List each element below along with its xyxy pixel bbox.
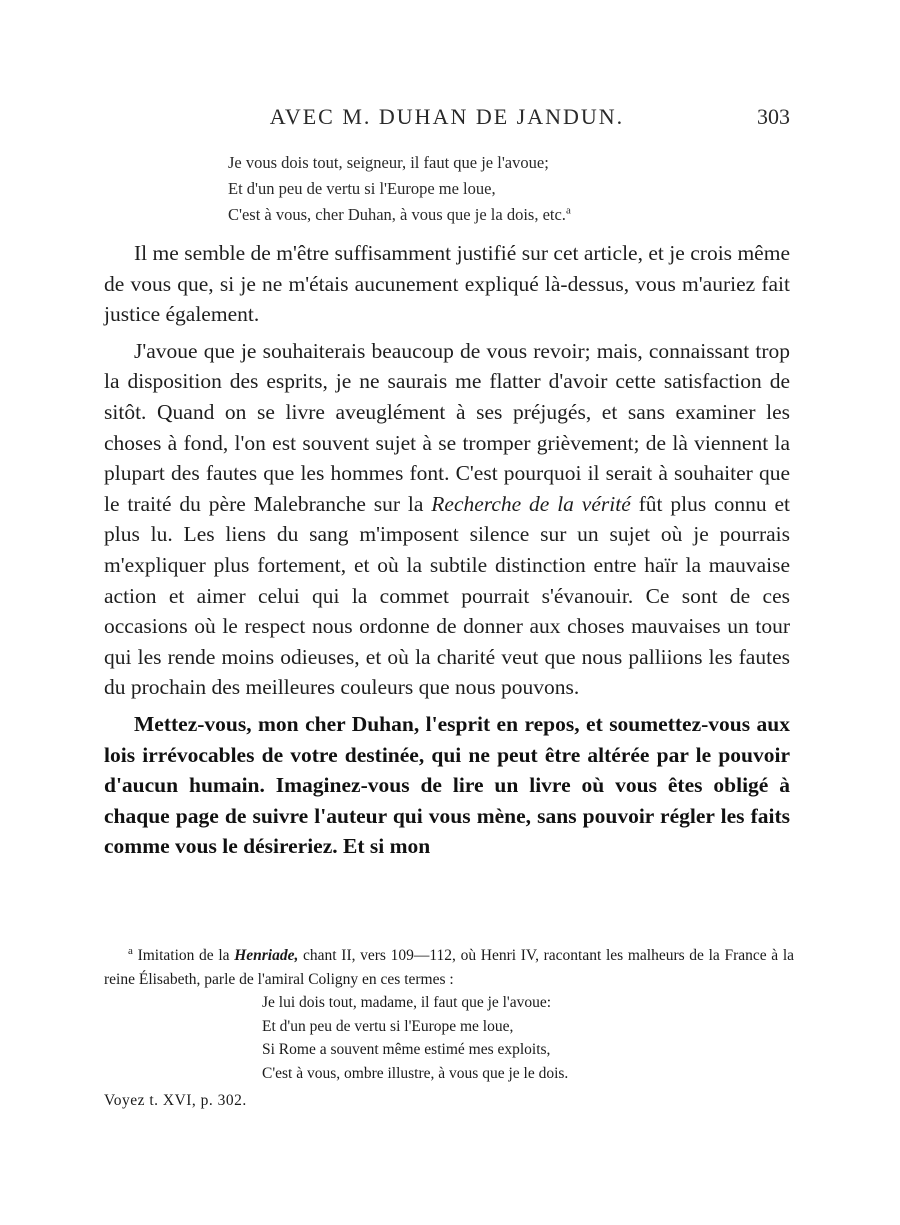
body-text (104, 238, 790, 868)
quoted-verse (228, 150, 788, 228)
footnote-marker: a (128, 944, 133, 957)
footnote-reference: Voyez t. XVI, p. 302. (104, 1092, 247, 1109)
verse-line: Je vous dois tout, seigneur, il faut que je l'avoue; (228, 153, 549, 172)
paragraph-text: fût plus connu et plus lu. Les liens du sang m'imposent silence sur un sujet où je pourrais m'expliquer plus fortement, et où la subtile distinction entre haïr la mauvaise action et aimer celui qui la commet pourrait s'évanouir. Ce sont de ces occasions où le respect nous ordonne de donner aux choses mauvaises un tour qui les rende moins odieuses, et où la charité veut que nous palliions les fautes du prochain des meilleures couleurs que nous pouvons. (104, 491, 791, 700)
footnote-verse-line: Si Rome a souvent même estimé mes exploits, (262, 1041, 551, 1058)
footnote-verse (104, 991, 794, 1085)
footnote-text (104, 944, 794, 991)
footnote-verse-line: Je lui dois tout, madame, il faut que je l'avoue: (262, 994, 552, 1011)
running-title: AVEC M. DUHAN DE JANDUN. (269, 104, 625, 129)
verse-line-last (228, 202, 788, 228)
footnote-marker: a (565, 204, 571, 217)
paragraph: Il me semble de m'être suffisamment justifié sur cet article, et je crois même de vous que, si je ne m'étais aucunement expliqué là-dessus, vous m'auriez fait justice également. (104, 241, 790, 327)
footnote-text-part: chant II, vers 109—112, où Henri IV, racontant les malheurs de la France à la reine Élisabeth, parle de l'amiral Coligny en ces termes : (104, 947, 795, 988)
footnotes (104, 944, 794, 1113)
verse-line-text: C'est à vous, cher Duhan, à vous que je la dois, etc. (228, 205, 566, 224)
page-header (104, 104, 790, 136)
verse-line: Et d'un peu de vertu si l'Europe me loue, (228, 179, 496, 198)
footnote-verse-line: Et d'un peu de vertu si l'Europe me loue, (262, 1017, 514, 1035)
paragraph (104, 336, 790, 703)
paragraph: Mettez-vous, mon cher Duhan, l'esprit en repos, et soumettez-vous aux lois irrévocables de votre destinée, qui ne peut être altérée par le pouvoir d'aucun humain. Imaginez-vous de lire un livre où vous êtes obligé à chaque page de suivre l'auteur qui vous mène, sans pouvoir régler les faits comme vous le désireriez. Et si mon (104, 711, 790, 859)
footnote-verse-line: C'est à vous, ombre illustre, à vous que je le dois. (262, 1064, 569, 1082)
work-title: Henriade, (234, 947, 299, 964)
footnote-text-part: Imitation de la (137, 947, 230, 964)
book-title: Recherche de la vérité (431, 491, 631, 516)
paragraph-text: J'avoue que je souhaiterais beaucoup de vous revoir; mais, connaissant trop la disposition des esprits, je ne saurais me flatter d'avoir cette satisfaction de sitôt. Quand on se livre aveuglément à ses préjugés, et sans examiner les choses à fond, l'on est souvent sujet à se tromper grièvement; de là viennent la plupart des fautes que les hommes font. C'est pourquoi il serait à souhaiter que le traité du père Malebranche sur la (104, 338, 790, 516)
page-number: 303 (757, 104, 790, 129)
